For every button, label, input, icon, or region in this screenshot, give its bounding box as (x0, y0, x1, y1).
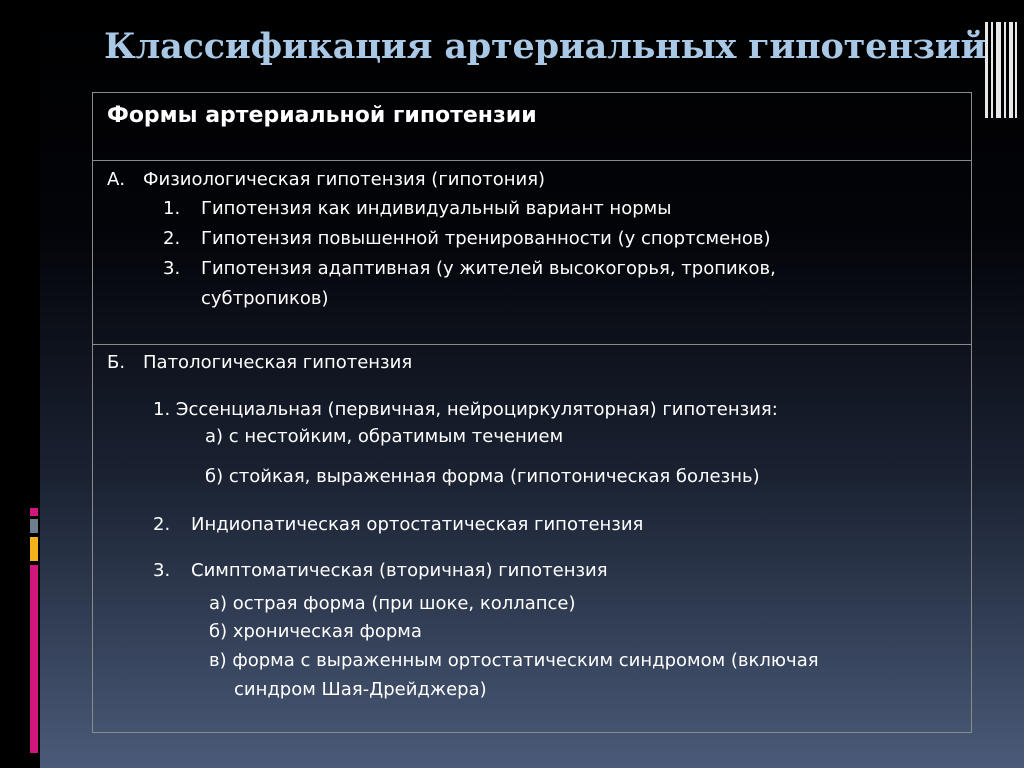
decorative-lines-icon (985, 22, 1017, 118)
list-item: Гипотензия адаптивная (у жителей высокогорья, тропиков, (201, 258, 776, 279)
list-item-continuation: субтропиков) (201, 288, 329, 309)
slide-title: Классификация артериальных гипотензий (104, 26, 987, 67)
list-item-number: 2. (163, 228, 181, 249)
list-item: 1. Эссенциальная (первичная, нейроциркуляторная) гипотензия: (153, 399, 778, 420)
section-b-title: Патологическая гипотензия (143, 352, 413, 373)
list-item: Гипотензия повышенной тренированности (у спортсменов) (201, 228, 771, 249)
section-b-row (93, 345, 971, 734)
table-header: Формы артериальной гипотензии (107, 103, 537, 128)
sub-item: в) форма с выраженным ортостатическим синдромом (включая (209, 650, 819, 671)
accent-bar-pink-long (30, 565, 38, 753)
list-item-number: 3. (153, 560, 171, 581)
section-b-marker: Б. (107, 352, 126, 373)
sub-item: а) с нестойким, обратимым течением (205, 426, 564, 447)
sub-item: б) стойкая, выраженная форма (гипотоническая болезнь) (205, 466, 760, 487)
sub-item: б) хроническая форма (209, 621, 422, 642)
list-item: Гипотензия как индивидуальный вариант нормы (201, 198, 672, 219)
section-a-row (93, 161, 971, 345)
section-a-marker: А. (107, 169, 126, 190)
sub-item-continuation: синдром Шая-Дрейджера) (234, 679, 487, 700)
list-item-number: 3. (163, 258, 181, 279)
table-header-row (93, 93, 971, 161)
list-item-number: 1. (163, 198, 181, 219)
accent-bar-gray (30, 519, 38, 533)
accent-bar-pink-top (30, 508, 38, 516)
section-a-title: Физиологическая гипотензия (гипотония) (143, 169, 546, 190)
list-item: Индиопатическая ортостатическая гипотензия (191, 514, 644, 535)
classification-table (92, 92, 972, 733)
list-item-number: 2. (153, 514, 171, 535)
accent-bar-yellow (30, 537, 38, 561)
list-item: Симптоматическая (вторичная) гипотензия (191, 560, 608, 581)
sub-item: а) острая форма (при шоке, коллапсе) (209, 593, 576, 614)
